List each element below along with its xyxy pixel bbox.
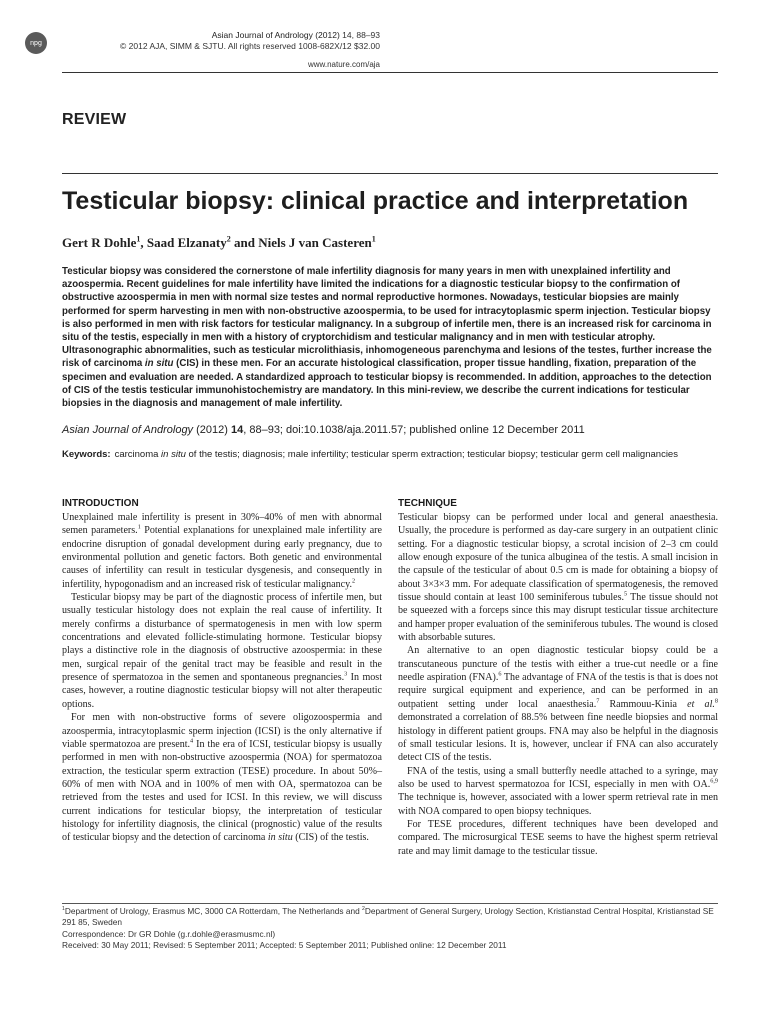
technique-paragraph-1 [398,511,718,644]
intro-p3-text-b: In the era of ICSI, testicular biopsy is usually performed in men with non-obstructive azoospermia (NOA) for spermatozoa extraction, the testicular sperm extraction (TESE) procedure. In about 50%–60% of men with NOA and in 100% of men with OA, spermatozoa can be retrieved from the testes and used for ICSI. In this review, we will discuss current indications for testicular biopsy, the interpretation of testicular histology for infertility diagnosis, the clinical (prognostic) value of the results of testicular biopsy and the detection of carcinoma [62,738,382,844]
keywords-italic: in situ [161,449,186,460]
dates-line: Received: 30 May 2011; Revised: 5 September 2011; Accepted: 5 September 2011; Published online: 12 December 2011 [62,939,507,950]
journal-url[interactable]: www.nature.com/aja [307,60,380,69]
affil-1-marker: 1 [62,906,65,913]
citation-volume: 14 [230,424,244,436]
reference-5[interactable]: 5 [624,590,628,598]
author-name: Gert R Dohle [62,235,137,250]
tech-p2-text-d: demonstrated a correlation of 88.5% between fine needle biopsies and normal histology in different patient groups. FNA may also be helpful in the diagnosis of small testicular lesions. It is, however, unclear if FNA can also accurately detect CIS of the testis. [398,712,718,764]
journal-name: Asian Journal of Andrology (2012) [211,30,340,40]
tech-p3-text-b: The technique is, however, associated with a lower sperm retrieval rate in men with NOA compared to open biopsy techniques. [398,792,718,817]
author-affiliation-marker: 1 [371,234,376,244]
article-title: Testicular biopsy: clinical practice and interpretation [62,187,689,215]
reference-2[interactable]: 2 [351,577,356,585]
tech-p3-text-a: FNA of the testis, using a small butterfly needle attached to a syringe, may also be used to harvest spermatozoa for ICSI, especially in men with OA. [398,765,718,790]
author-separator: , [140,235,147,250]
journal-header [60,30,380,52]
body-column-right [398,497,718,858]
abstract-text-b: (CIS) in these men. For an accurate histological classification, proper tissue handling, fixation, preparation of the specimen and evaluation are needed. A standardized approach to testicular biopsy is recommended. In addition, approaches to the detection of CIS of the testis testicular immunohistochemistry are mandatory. In this mini-review, we describe the current indications for testicular biopsies in the diagnosis and management of male infertility. [62,358,712,410]
technique-heading: TECHNIQUE [398,498,457,509]
article-citation [62,424,718,437]
keywords-text-b: of the testis; diagnosis; male infertility; testicular sperm extraction; testicular biopsy; testicular germ cell malignancies [185,449,678,460]
body-column-left [62,497,382,845]
intro-paragraph-3 [62,711,382,844]
correspondence-line: Correspondence: Dr GR Dohle (g.r.dohle@erasmusmc.nl) [62,928,276,939]
section-label: REVIEW [62,111,127,128]
citation-year: (2012) [193,424,231,436]
tech-p1-text-b: The tissue should not be squeezed with a forceps since this may disrupt testicular tissue architecture and hamper proper evaluation of the seminiferous tubules. The wound is closed with absorbable sutures. [398,592,718,644]
reference-1[interactable]: 1 [137,524,141,531]
author-list [62,235,376,251]
tech-p2-text-b: The advantage of FNA of the testis is that is does not require surgical equipment and experience, and can be performed in an outpatient setting under local anaesthesia. [398,672,718,710]
title-rule [62,173,718,174]
tech-p2-text-a: An alternative to an open diagnostic testicular biopsy could be a transcutaneous puncture of the testis with either a true-cut needle or a fine needle aspiration (FNA). [398,645,718,684]
citation-journal: Asian Journal of Andrology [62,424,194,436]
intro-p2-text-b: In most cases, however, a routine diagnostic testicular biopsy will not alter therapeutic options. [62,672,382,710]
footer-rule [62,903,718,904]
author-affiliation-marker: 2 [226,234,231,244]
footer-notes [62,906,722,951]
technique-paragraph-3 [398,765,718,818]
abstract [62,265,718,410]
introduction-heading: INTRODUCTION [62,498,139,509]
journal-citation-line [60,30,380,41]
tech-p1-text-a: Testicular biopsy can be performed under local and general anaesthesia. Usually, the procedure is performed as day-care surgery in an outpatient clinic setting. For a diagnostic testicular biopsy, a scrotal incision of 2–3 cm could allow enough exposure of the tunica albuginea of the testis. A small incision in the capsule of the testicular of about 0.5 cm is made for obtaining a biopsy of about 3×3×3 mm. For adequate classification of spermatogenesis, the removed tissue should contain at least 100 seminiferous tubules. [398,512,718,604]
affil-1-text: Department of Urology, Erasmus MC, 3000 CA Rotterdam, The Netherlands and [64,906,362,916]
intro-paragraph-1 [62,511,382,591]
author-separator: and [230,235,259,250]
reference-7[interactable]: 7 [596,697,600,705]
tech-p2-text-c: Rammouu-Kinia [599,698,688,710]
intro-p3-text-a: For men with non-obstructive forms of severe oligozoospermia and azoospermia, intracytoplasmic sperm injection (ICSI) is the only alternative if viable spermatozoa are present. [62,712,382,750]
journal-pages: , 88–93 [351,30,380,40]
reference-8[interactable]: 8 [714,697,718,705]
intro-p1-text-b: Potential explanations for unexplained male infertility are endocrine disruption of gonadal development during early pregnancy, due to environmental pollution and genetic factors. Both genetic and environmental causes of infertility can result in testicular dysgenesis, and consequently in infertility, hypogonadism and an increased risk of testicular malignancy. [62,525,382,590]
intro-p3-italic: in situ [267,832,293,844]
abstract-text-a: Testicular biopsy was considered the cornerstone of male infertility diagnosis for many years in men with unexplained infertility and azoospermia. Recent guidelines for male infertility have limited the indications for a diagnostic testicular biopsy to the confirmation of obstructive azoospermia in men with normal size testes and normal reproductive hormones. Nowadays, testicular biopsies are mainly performed for sperm harvesting in men with non-obstructive azoospermia, to be used for intracytoplasmic sperm injection. Testicular biopsy is also performed in men with risk factors for testicular malignancy. In a subgroup of infertile men, there is an increased risk for carcinoma in situ of the testis, especially in men with a history of cryptorchidism and testicular malignancy and in men with testicular atrophy. Ultrasonographic abnormalities, such as testicular microlithiasis, inhomogeneous parenchyma and lesions of the testes, further increase the risk of carcinoma [62,266,712,370]
technique-paragraph-2 [398,644,718,764]
affil-2-marker: 2 [362,906,365,913]
intro-p2-text-a: Testicular biopsy may be part of the diagnostic process of infertile men, but usually testicular histology does not explain the real cause of infertility. It merely confirms a disturbance of spermatogenesis in men with low sperm concentrations and elevated follicle-stimulating hormone. Testicular biopsy plays a distinctive role in the diagnosis of obstructive azoospermia: in these men, surgical repair of the genital tract may be feasible and result in the presence of spermatozoa in the semen and spontaneous pregnancies. [62,592,382,684]
author-name: Niels J van Casteren [258,235,372,250]
intro-p3-text-c: (CIS) of the testis. [292,832,369,844]
keywords-label: Keywords: [62,449,111,460]
citation-doi: , 88–93; doi:10.1038/aja.2011.57; published online 12 December 2011 [243,424,585,436]
journal-volume: 14 [342,30,352,40]
author-affiliation-marker: 1 [136,234,141,244]
technique-paragraph-4: For TESE procedures, different techniques have been developed and compared. The microsurgical TESE seems to have the highest sperm retrieval rate and may limit damage to the testicular tissue. [398,818,718,857]
publisher-logo: npg [25,32,47,54]
keywords-text-a: carcinoma [114,449,162,460]
keywords [62,449,742,460]
affil-2-text: Department of General Surgery, Urology Section, Kristianstad Central Hospital, Kristianstad SE [364,906,714,916]
reference-6-9[interactable]: 6,9 [710,777,718,785]
author-name: Saad Elzanaty [146,235,227,250]
affiliation-line [62,906,722,917]
affiliation-line-cont: 291 85, Sweden [62,917,122,928]
intro-paragraph-2 [62,591,382,711]
tech-p2-italic: et al. [687,698,715,710]
copyright-line: © 2012 AJA, SIMM & SJTU. All rights reserved 1008-682X/12 $32.00 [120,41,380,51]
abstract-italic: in situ [144,358,174,370]
reference-3[interactable]: 3 [344,670,348,678]
reference-4[interactable]: 4 [190,737,194,745]
header-rule [62,72,718,73]
intro-p1-text-a: Unexplained male infertility is present in 30%–40% of men with abnormal semen parameters. [62,512,382,537]
reference-6[interactable]: 6 [498,670,502,678]
